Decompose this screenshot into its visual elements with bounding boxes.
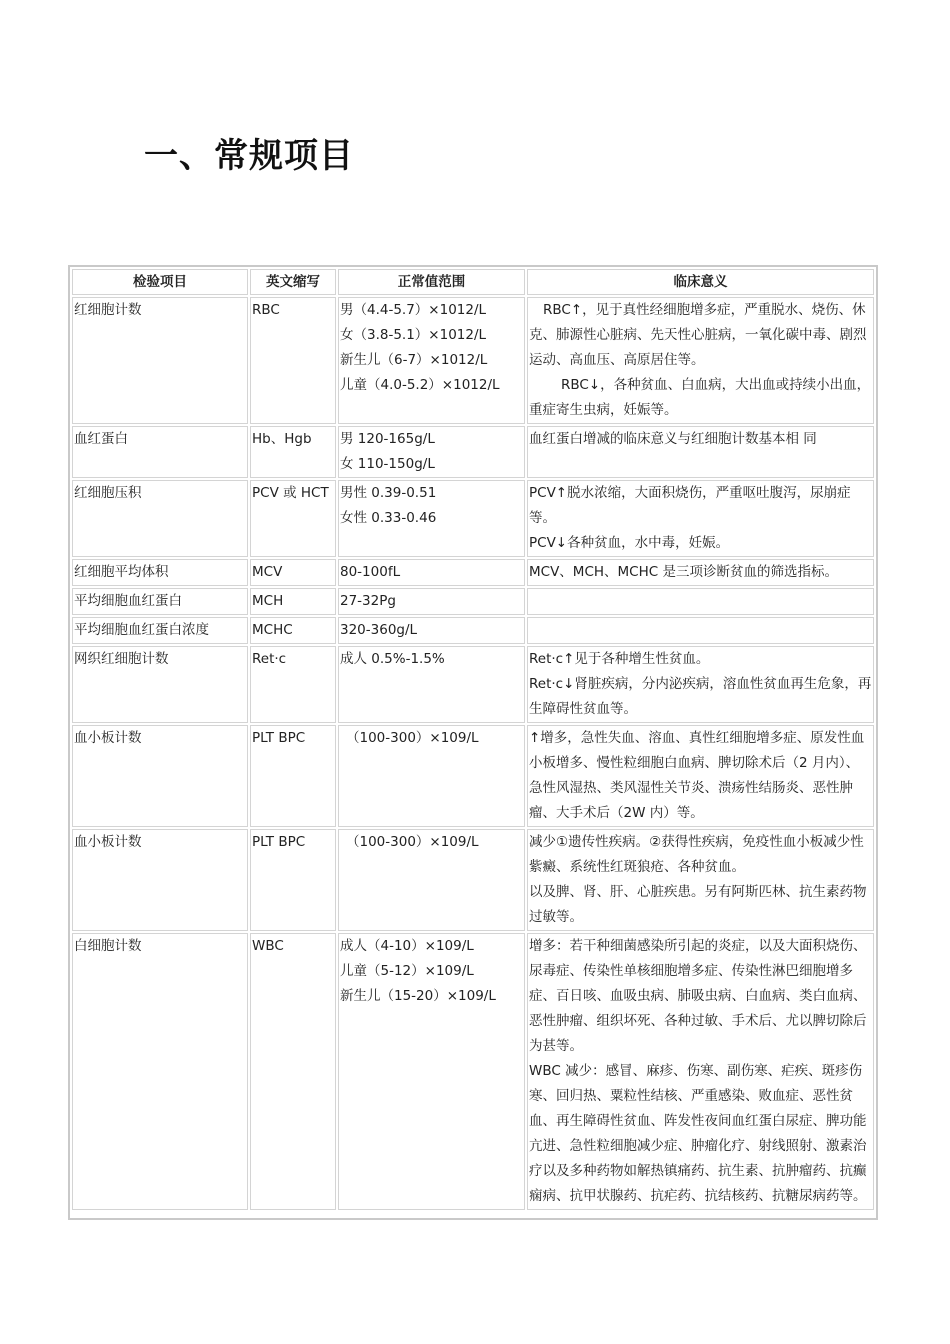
clinical-significance-cell — [527, 933, 874, 1210]
meaning-paragraph: PCV↓各种贫血，水中毒，妊娠。 — [529, 535, 730, 551]
range-line: 成人（4-10）×109/L — [340, 938, 474, 954]
abbreviation-cell: MCV — [250, 559, 336, 586]
range-line: 320-360g/L — [340, 622, 418, 638]
test-name-cell: 血小板计数 — [72, 725, 248, 827]
lab-test-table-container — [68, 265, 878, 1220]
range-line: 男 120-165g/L — [340, 431, 435, 447]
abbreviation-cell: PCV 或 HCT — [250, 480, 336, 557]
lab-test-table — [70, 267, 876, 1212]
meaning-paragraph: MCV、MCH、MCHC 是三项诊断贫血的筛选指标。 — [529, 564, 838, 580]
range-line: 新生儿（15-20）×109/L — [340, 988, 496, 1004]
clinical-significance-cell — [527, 829, 874, 931]
range-line: 男（4.4-5.7）×1012/L — [340, 302, 487, 318]
range-line: （100-300）×109/L — [346, 730, 479, 746]
test-name-cell: 红细胞计数 — [72, 297, 248, 424]
test-name-cell: 平均细胞血红蛋白浓度 — [72, 617, 248, 644]
clinical-significance-cell — [527, 617, 874, 644]
clinical-significance-cell — [527, 426, 874, 478]
normal-range-cell — [338, 646, 525, 723]
abbreviation-cell: MCHC — [250, 617, 336, 644]
abbreviation-cell: Hb、Hgb — [250, 426, 336, 478]
abbreviation-cell: RBC — [250, 297, 336, 424]
header-test-item: 检验项目 — [72, 269, 248, 295]
meaning-paragraph: ↑增多，急性失血、溶血、真性红细胞增多症、原发性血小板增多、慢性粒细胞白血病、脾切除术后（2 月内）、急性风湿热、类风湿性关节炎、溃疡性结肠炎、恶性肿瘤、大手术后（2W 内）等。 — [529, 730, 865, 821]
table-row — [72, 559, 874, 586]
clinical-significance-cell — [527, 725, 874, 827]
meaning-paragraph: RBC↓，各种贫血、白血病，大出血或持续小出血，重症寄生虫病，妊娠等。 — [529, 377, 871, 418]
normal-range-cell — [338, 725, 525, 827]
abbreviation-cell: PLT BPC — [250, 829, 336, 931]
header-abbreviation: 英文缩写 — [250, 269, 336, 295]
meaning-paragraph: 血红蛋白增减的临床意义与红细胞计数基本相 同 — [529, 431, 817, 447]
abbreviation-cell: WBC — [250, 933, 336, 1210]
table-row — [72, 480, 874, 557]
range-line: 女性 0.33-0.46 — [340, 510, 437, 526]
clinical-significance-cell — [527, 559, 874, 586]
range-line: 儿童（5-12）×109/L — [340, 963, 474, 979]
abbreviation-cell: PLT BPC — [250, 725, 336, 827]
table-row — [72, 829, 874, 931]
table-row — [72, 933, 874, 1210]
range-line: 80-100fL — [340, 564, 401, 580]
table-row — [72, 646, 874, 723]
meaning-paragraph: 减少①遗传性疾病。②获得性疾病，免疫性血小板减少性紫癜、系统性红斑狼疮、各种贫血。 — [529, 834, 864, 875]
normal-range-cell — [338, 933, 525, 1210]
abbreviation-cell: MCH — [250, 588, 336, 615]
meaning-paragraph: Ret·c↑见于各种增生性贫血。 — [529, 651, 710, 667]
table-row — [72, 725, 874, 827]
range-line: 儿童（4.0-5.2）×1012/L — [340, 377, 500, 393]
test-name-cell: 血红蛋白 — [72, 426, 248, 478]
normal-range-cell — [338, 426, 525, 478]
range-line: （100-300）×109/L — [346, 834, 479, 850]
normal-range-cell — [338, 297, 525, 424]
test-name-cell: 红细胞平均体积 — [72, 559, 248, 586]
clinical-significance-cell — [527, 588, 874, 615]
test-name-cell: 网织红细胞计数 — [72, 646, 248, 723]
range-line: 女（3.8-5.1）×1012/L — [340, 327, 487, 343]
page-title: 一、常规项目 — [144, 136, 354, 176]
test-name-cell: 红细胞压积 — [72, 480, 248, 557]
normal-range-cell — [338, 480, 525, 557]
table-row — [72, 588, 874, 615]
table-row — [72, 426, 874, 478]
meaning-paragraph: WBC 减少：感冒、麻疹、伤寒、副伤寒、疟疾、斑疹伤寒、回归热、粟粒性结核、严重感染、败血症、恶性贫血、再生障碍性贫血、阵发性夜间血红蛋白尿症、脾功能亢进、急性粒细胞减少症、肿瘤化疗、射线照射、激素治疗以及多种药物如解热镇痛药、抗生素、抗肿瘤药、抗癫痫病、抗甲状腺药、抗疟药、抗结核药、抗糖尿病药等。 — [529, 1063, 867, 1204]
normal-range-cell — [338, 588, 525, 615]
meaning-paragraph: 以及脾、肾、肝、心脏疾患。另有阿斯匹林、抗生素药物过敏等。 — [529, 884, 867, 925]
range-line: 27-32Pg — [340, 593, 396, 609]
range-line: 男性 0.39-0.51 — [340, 485, 437, 501]
normal-range-cell — [338, 617, 525, 644]
meaning-paragraph: 增多：若干种细菌感染所引起的炎症，以及大面积烧伤、尿毒症、传染性单核细胞增多症、传染性淋巴细胞增多症、百日咳、血吸虫病、肺吸虫病、白血病、类白血病、恶性肿瘤、组织坏死、各种过敏、手术后、尤以脾切除后为甚等。 — [529, 938, 867, 1054]
test-name-cell: 血小板计数 — [72, 829, 248, 931]
table-row — [72, 297, 874, 424]
abbreviation-cell: Ret·c — [250, 646, 336, 723]
table-header-row — [72, 269, 874, 295]
range-line: 女 110-150g/L — [340, 456, 435, 472]
table-row — [72, 617, 874, 644]
header-clinical-significance: 临床意义 — [527, 269, 874, 295]
meaning-paragraph: Ret·c↓肾脏疾病，分内泌疾病，溶血性贫血再生危象，再生障碍性贫血等。 — [529, 676, 872, 717]
clinical-significance-cell — [527, 480, 874, 557]
normal-range-cell — [338, 829, 525, 931]
clinical-significance-cell — [527, 646, 874, 723]
range-line: 新生儿（6-7）×1012/L — [340, 352, 488, 368]
test-name-cell: 白细胞计数 — [72, 933, 248, 1210]
range-line: 成人 0.5%-1.5% — [340, 651, 445, 667]
meaning-paragraph: PCV↑脱水浓缩，大面积烧伤，严重呕吐腹泻，尿崩症等。 — [529, 485, 851, 526]
normal-range-cell — [338, 559, 525, 586]
test-name-cell: 平均细胞血红蛋白 — [72, 588, 248, 615]
meaning-paragraph: RBC↑，见于真性经细胞增多症，严重脱水、烧伤、休克、肺源性心脏病、先天性心脏病，一氧化碳中毒、剧烈运动、高血压、高原居住等。 — [529, 302, 867, 368]
clinical-significance-cell — [527, 297, 874, 424]
header-normal-range: 正常值范围 — [338, 269, 525, 295]
